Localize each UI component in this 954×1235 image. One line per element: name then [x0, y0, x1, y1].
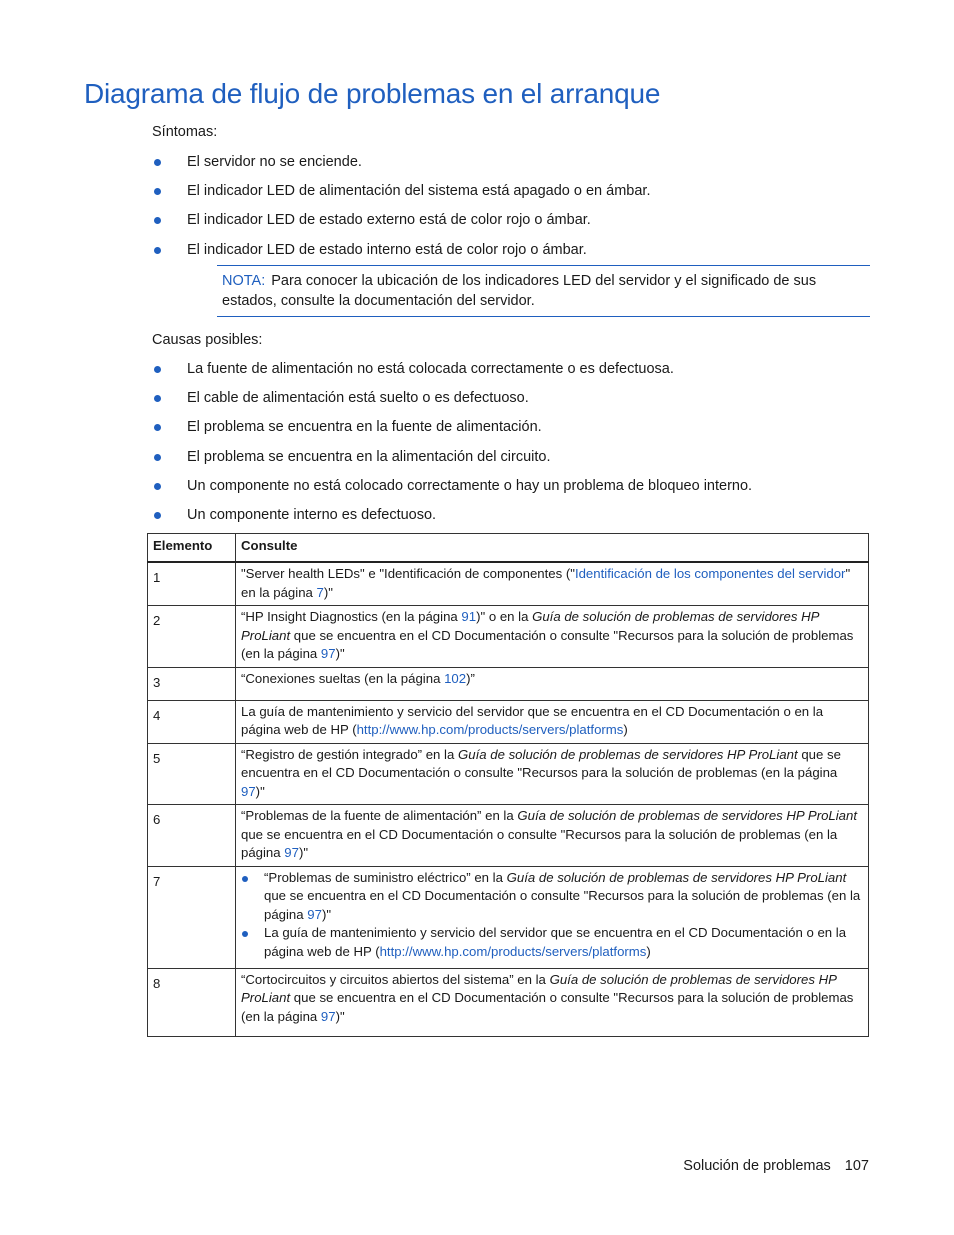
- causes-list: [152, 360, 752, 535]
- guide-title: Guía de solución de problemas de servidores HP ProLiant: [458, 746, 798, 762]
- cause-text: El problema se encuentra en la fuente de alimentación.: [187, 419, 542, 436]
- table-row: [148, 866, 869, 968]
- reference-link[interactable]: http://www.hp.com/products/servers/platforms: [356, 722, 624, 737]
- reference-text: )": [323, 584, 333, 600]
- symptom-text: El indicador LED de estado interno está de color rojo o ámbar.: [187, 241, 587, 258]
- bullet-icon: [154, 395, 161, 402]
- bullet-icon: [154, 159, 161, 166]
- table-row: [148, 700, 869, 743]
- table-row: [148, 968, 869, 1036]
- table-row: [148, 743, 869, 805]
- reference-cell: [236, 805, 869, 867]
- page-number: 107: [844, 1158, 869, 1174]
- bullet-icon: [154, 424, 161, 431]
- reference-text: "Server health LEDs" e "Identificación de componentes (": [241, 566, 575, 581]
- note-text: Para conocer la ubicación de los indicadores LED del servidor y el significado de sus estados, consulte la documentación del servidor.: [222, 273, 817, 309]
- reference-link[interactable]: 102: [444, 670, 467, 686]
- reference-link[interactable]: http://www.hp.com/products/servers/platforms: [379, 943, 647, 959]
- cause-item: [152, 389, 752, 418]
- cause-text: Un componente no está colocado correctamente o hay un problema de bloqueo interno.: [187, 477, 753, 494]
- reference-text: ): [623, 722, 628, 737]
- reference-link[interactable]: 91: [461, 609, 477, 624]
- cause-item: [152, 477, 752, 506]
- guide-title: Guía de solución de problemas de servidores HP ProLiant: [506, 869, 847, 885]
- bullet-icon: [242, 931, 248, 937]
- reference-text: ): [646, 943, 651, 959]
- reference-text: “Cortocircuitos y circuitos abiertos del sistema” en la: [241, 971, 550, 987]
- reference-link[interactable]: 7: [316, 584, 324, 600]
- element-number: 3: [148, 667, 236, 700]
- reference-cell: [236, 968, 869, 1036]
- cause-text: El cable de alimentación está suelto o es defectuoso.: [187, 390, 529, 407]
- footer-section: Solución de problemas: [683, 1158, 831, 1174]
- element-number: 7: [148, 866, 236, 968]
- reference-cell: [236, 700, 869, 743]
- header-consulte: Consulte: [236, 534, 869, 563]
- causes-label: Causas posibles:: [152, 332, 263, 348]
- cause-item: [152, 448, 752, 477]
- symptom-text: El indicador LED de estado externo está de color rojo o ámbar.: [187, 212, 591, 229]
- bullet-icon: [154, 512, 161, 519]
- element-number: 5: [148, 743, 236, 805]
- symptom-text: El indicador LED de alimentación del sistema está apagado o en ámbar.: [187, 183, 651, 200]
- symptoms-label: Síntomas:: [152, 124, 218, 140]
- cause-item: [152, 506, 752, 535]
- reference-text: " en la página: [241, 566, 851, 600]
- symptoms-list: [152, 153, 650, 270]
- reference-text: )": [335, 646, 345, 661]
- cause-item: [152, 360, 752, 389]
- reference-text: “Registro de gestión integrado” en la: [241, 746, 458, 762]
- reference-text: que se encuentra en el CD Documentación o consulte "Recursos para la solución de problemas (en la página: [241, 746, 841, 780]
- cause-text: Un componente interno es defectuoso.: [187, 506, 437, 523]
- reference-link[interactable]: 97: [320, 646, 336, 661]
- reference-link[interactable]: Identificación de los componentes del servidor: [574, 566, 846, 581]
- table-row: [148, 805, 869, 867]
- reference-text: que se encuentra en el CD Documentación o consulte "Recursos para la solución de problemas (en la página: [241, 990, 854, 1024]
- table-row: [148, 562, 869, 606]
- bullet-icon: [154, 188, 161, 195]
- reference-cell: [236, 562, 869, 606]
- table-row: [148, 667, 869, 700]
- reference-text: que se encuentra en el CD Documentación o consulte "Recursos para la solución de problemas (en la página: [241, 826, 838, 860]
- reference-text: “HP Insight Diagnostics (en la página: [241, 609, 462, 624]
- element-number: 1: [148, 562, 236, 606]
- reference-cell: [236, 743, 869, 805]
- bullet-icon: [154, 483, 161, 490]
- reference-text: La guía de mantenimiento y servicio del servidor que se encuentra en el CD Documentación o en la página web de HP (: [264, 925, 847, 959]
- reference-link[interactable]: 97: [307, 906, 322, 922]
- reference-text: “Problemas de la fuente de alimentación” en la: [241, 808, 518, 823]
- page-footer: [683, 1158, 869, 1174]
- reference-link[interactable]: 97: [284, 845, 299, 860]
- note-box: [217, 265, 870, 317]
- guide-title: Guía de solución de problemas de servidores HP ProLiant: [517, 808, 858, 823]
- reference-text: )”: [466, 670, 475, 686]
- symptom-item: [152, 182, 650, 211]
- reference-cell: [236, 606, 869, 668]
- reference-cell: [236, 866, 869, 968]
- element-number: 4: [148, 700, 236, 743]
- symptom-text: El servidor no se enciende.: [187, 154, 362, 170]
- guide-title: Guía de solución de problemas de servidores HP ProLiant: [241, 971, 837, 1005]
- reference-text: “Conexiones sueltas (en la página: [241, 670, 445, 686]
- cell-bullet-item: [241, 924, 864, 961]
- note-label: NOTA:: [222, 273, 266, 289]
- reference-text: )": [255, 783, 265, 799]
- reference-link[interactable]: 97: [241, 783, 256, 799]
- bullet-icon: [154, 247, 161, 254]
- cause-text: El problema se encuentra en la alimentación del circuito.: [187, 448, 551, 465]
- reference-text: )": [321, 906, 332, 922]
- element-number: 6: [148, 805, 236, 867]
- cell-bullet-list: [241, 869, 864, 962]
- element-number: 2: [148, 606, 236, 668]
- symptom-item: [152, 211, 650, 240]
- reference-text: )": [335, 1008, 345, 1024]
- reference-text: )" o en la: [476, 609, 533, 624]
- table-row: [148, 606, 869, 668]
- symptom-item: [152, 153, 650, 182]
- reference-text: )": [298, 845, 309, 860]
- cell-bullet-item: [241, 869, 864, 925]
- cause-item: [152, 418, 752, 447]
- reference-text: que se encuentra en el CD Documentación o consulte "Recursos para la solución de problemas (en la página: [241, 627, 854, 661]
- cause-text: La fuente de alimentación no está colocada correctamente o es defectuosa.: [187, 361, 674, 377]
- element-number: 8: [148, 968, 236, 1036]
- bullet-icon: [154, 454, 161, 461]
- bullet-icon: [154, 217, 161, 224]
- reference-cell: [236, 667, 869, 700]
- bullet-icon: [242, 876, 248, 882]
- bullet-icon: [154, 366, 161, 373]
- table-header-row: [148, 534, 869, 563]
- reference-text: que se encuentra en el CD Documentación o consulte "Recursos para la solución de problemas (en la página: [264, 888, 861, 922]
- reference-table: [147, 533, 869, 1037]
- page-title: Diagrama de flujo de problemas en el arranque: [84, 78, 661, 109]
- reference-link[interactable]: 97: [320, 1008, 336, 1024]
- guide-title: Guía de solución de problemas de servidores HP ProLiant: [241, 609, 819, 643]
- header-elemento: Elemento: [148, 534, 236, 563]
- reference-text: La guía de mantenimiento y servicio del servidor que se encuentra en el CD Documentación o en la página web de HP (: [241, 703, 824, 737]
- reference-text: “Problemas de suministro eléctrico” en la: [264, 869, 507, 885]
